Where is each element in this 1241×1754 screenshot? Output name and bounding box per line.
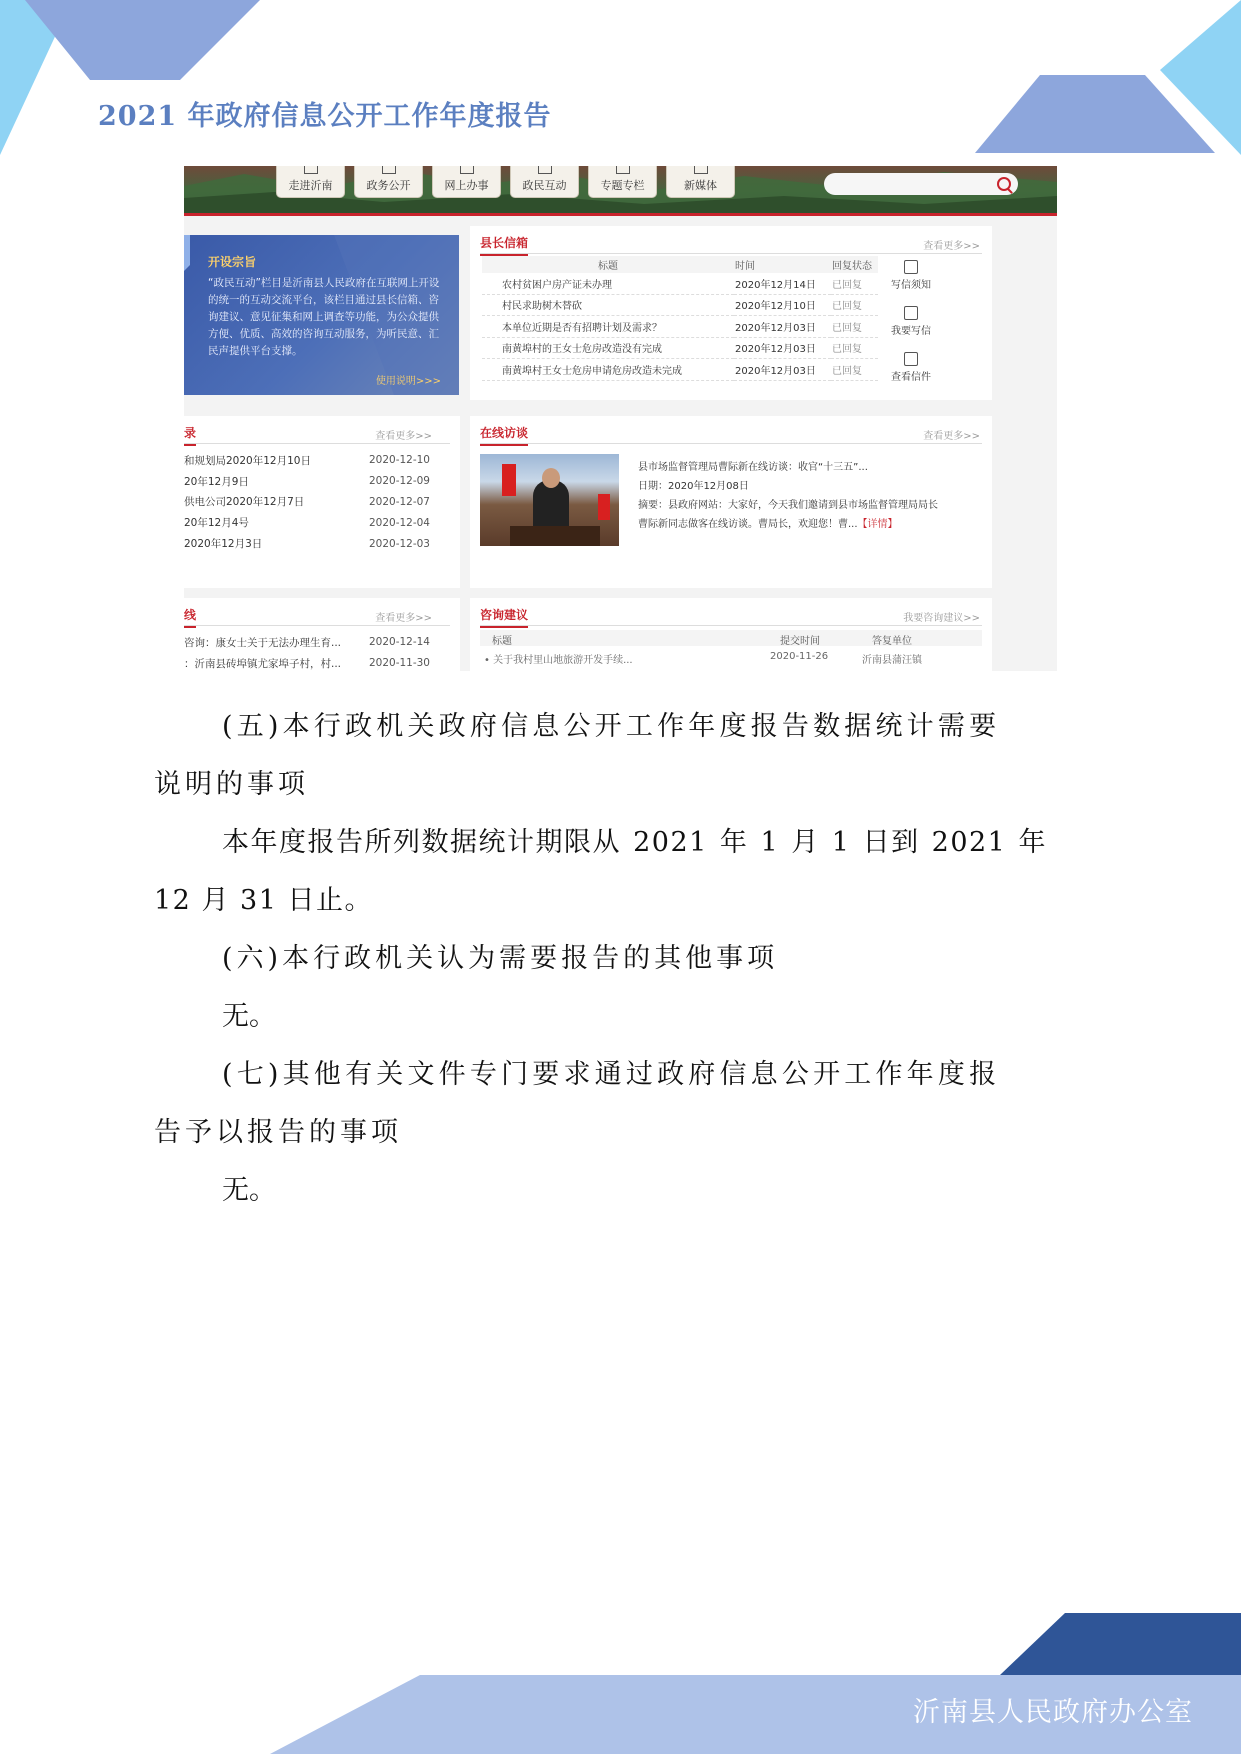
footer-organization: 沂南县人民政府办公室 bbox=[913, 1697, 1193, 1728]
list-item[interactable]: 20年12月4号 2020-12-04 bbox=[184, 516, 430, 530]
advice-panel bbox=[470, 598, 992, 671]
website-screenshot bbox=[184, 166, 1057, 671]
left-list2-more-link[interactable]: 查看更多>> bbox=[375, 613, 432, 624]
section-5-text-line2: 12 月 31 日止。 bbox=[154, 885, 373, 916]
column-icon bbox=[616, 166, 630, 174]
write-letter-button[interactable]: 我要写信 bbox=[889, 306, 933, 337]
intro-title: 开设宗旨 bbox=[208, 255, 257, 269]
col-title: 标题 bbox=[482, 256, 734, 273]
divider bbox=[184, 625, 450, 626]
nav-item-public-affairs[interactable]: 政务公开 bbox=[354, 166, 423, 198]
search-input[interactable] bbox=[824, 173, 1018, 195]
mailbox-title: 县长信箱 bbox=[480, 234, 528, 256]
advice-more-link[interactable]: 我要咨询建议>> bbox=[903, 613, 980, 624]
flag-icon bbox=[598, 494, 610, 520]
document-icon bbox=[382, 166, 396, 174]
section-6-text: 无。 bbox=[222, 1001, 276, 1032]
nav-item-online-service[interactable]: 网上办事 bbox=[432, 166, 501, 198]
view-letters-button[interactable]: 查看信件 bbox=[889, 352, 933, 383]
table-row[interactable]: 农村贫困户房产证未办理 2020年12月14日 已回复 bbox=[482, 273, 878, 294]
list-item[interactable]: 2020年12月3日 2020-12-03 bbox=[184, 537, 430, 551]
computer-icon bbox=[460, 166, 474, 174]
site-banner bbox=[184, 166, 1057, 216]
building-icon bbox=[304, 166, 318, 174]
nav-item-topics[interactable]: 专题专栏 bbox=[588, 166, 657, 198]
bottom-right-dark-block bbox=[1000, 1613, 1241, 1675]
advice-header: 标题 提交时间 答复单位 bbox=[480, 630, 982, 646]
section-5-heading-line2: 说明的事项 bbox=[154, 769, 309, 800]
table-row[interactable]: • 关于我村里山地旅游开发手续... 2020-11-26 沂南县蒲汪镇 bbox=[484, 651, 922, 666]
table-row[interactable]: 村民求助树木替砍 2020年12月10日 已回复 bbox=[482, 294, 878, 316]
search-icon[interactable] bbox=[997, 177, 1011, 191]
section-7-heading-line1: (七)其他有关文件专门要求通过政府信息公开工作年度报 bbox=[222, 1059, 1001, 1090]
notice-icon bbox=[904, 260, 918, 274]
top-left-blue-trapezoid bbox=[25, 0, 260, 80]
intro-panel bbox=[184, 235, 459, 395]
mailbox-more-link[interactable]: 查看更多>> bbox=[923, 241, 980, 252]
interview-date: 日期：2020年12月08日 bbox=[638, 481, 749, 492]
desk bbox=[510, 526, 600, 546]
nav-item-new-media[interactable]: 新媒体 bbox=[666, 166, 735, 198]
col-date: 时间 bbox=[734, 256, 831, 273]
mailbox-panel bbox=[470, 226, 992, 400]
usage-link[interactable]: 使用说明>>> bbox=[375, 376, 441, 387]
interview-summary: 摘要：县政府网站：大家好，今天我们邀请到县市场监督管理局局长曹际新同志做客在线访谈。曹局长，欢迎您！曹...【详情】 bbox=[638, 500, 938, 530]
interview-photo[interactable] bbox=[480, 454, 619, 546]
list-item[interactable]: 供电公司2020年12月7日 2020-12-07 bbox=[184, 495, 430, 509]
section-5-text-line1: 本年度报告所列数据统计期限从 2021 年 1 月 1 日到 2021 年 bbox=[222, 827, 1047, 858]
divider bbox=[480, 253, 982, 254]
divider bbox=[480, 625, 982, 626]
interview-headline[interactable]: 县市场监督管理局曹际新在线访谈：收官“十三五”... bbox=[638, 462, 868, 473]
left-list bbox=[184, 450, 430, 554]
nav-item-interaction[interactable]: 政民互动 bbox=[510, 166, 579, 198]
search-letter-icon bbox=[904, 352, 918, 366]
left-list2-panel bbox=[184, 598, 460, 671]
interview-title: 在线访谈 bbox=[480, 424, 528, 446]
section-7-heading-line2: 告予以报告的事项 bbox=[154, 1117, 402, 1148]
nav-item-about[interactable]: 走进沂南 bbox=[276, 166, 345, 198]
divider bbox=[184, 443, 450, 444]
section-6-heading: (六)本行政机关认为需要报告的其他事项 bbox=[222, 943, 779, 974]
section-5-heading-line1: (五)本行政机关政府信息公开工作年度报告数据统计需要 bbox=[222, 711, 1001, 742]
interview-more-link[interactable]: 查看更多>> bbox=[923, 431, 980, 442]
left-list2 bbox=[184, 632, 430, 671]
interview-text bbox=[638, 458, 938, 534]
detail-link[interactable]: 【详情】 bbox=[857, 519, 898, 530]
left-list-more-link[interactable]: 查看更多>> bbox=[375, 431, 432, 442]
section-7-text: 无。 bbox=[222, 1175, 276, 1206]
write-notice-button[interactable]: 写信须知 bbox=[889, 260, 933, 291]
chat-icon bbox=[538, 166, 552, 174]
table-row[interactable]: 南黄埠村的王女士危房改造没有完成 2020年12月03日 已回复 bbox=[482, 337, 878, 359]
divider bbox=[480, 443, 982, 444]
list-item[interactable]: 和规划局2020年12月10日 2020-12-10 bbox=[184, 454, 430, 467]
person-head bbox=[542, 468, 560, 488]
list-item[interactable]: 咨询：康女士关于无法办理生育... 2020-12-14 bbox=[184, 636, 430, 649]
flag-icon bbox=[502, 464, 516, 496]
list-item[interactable]: ：沂南县砖埠镇尤家埠子村，村... 2020-11-30 bbox=[184, 657, 430, 670]
interview-panel bbox=[470, 416, 992, 588]
table-row[interactable]: 本单位近期是否有招聘计划及需求？ 2020年12月03日 已回复 bbox=[482, 316, 878, 338]
list-item[interactable]: 20年12月9日 2020-12-09 bbox=[184, 475, 430, 488]
phone-icon bbox=[694, 166, 708, 174]
advice-title: 咨询建议 bbox=[480, 606, 528, 628]
site-nav bbox=[276, 166, 735, 198]
left-list2-title: 线 bbox=[184, 606, 196, 628]
mailbox-table bbox=[482, 256, 878, 381]
envelope-icon bbox=[904, 306, 918, 320]
col-status: 回复状态 bbox=[831, 256, 878, 273]
left-list-panel bbox=[184, 416, 460, 588]
header-title: 2021 年政府信息公开工作年度报告 bbox=[98, 101, 552, 132]
left-list-title: 录 bbox=[184, 424, 196, 446]
intro-text: “政民互动”栏目是沂南县人民政府在互联网上开设的统一的互动交流平台，该栏目通过县长信箱、咨询建议、意见征集和网上调查等功能，为公众提供方便、优质、高效的咨询互动服务，为听民意、汇民声提供平台支撑。 bbox=[208, 277, 440, 357]
table-row[interactable]: 南黄埠村王女士危房申请危房改造未完成 2020年12月03日 已回复 bbox=[482, 359, 878, 381]
